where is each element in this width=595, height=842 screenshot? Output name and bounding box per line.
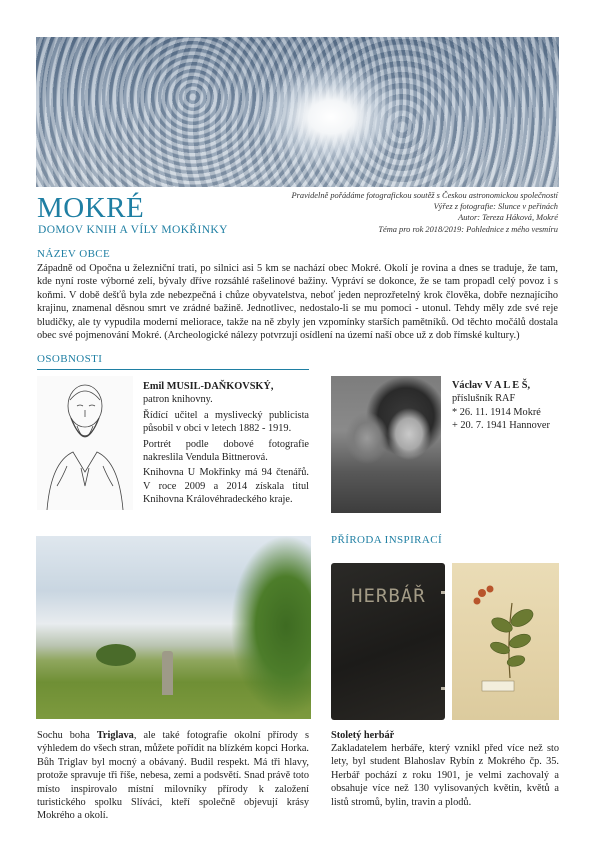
person1-library-note: Knihovna U Mokřinky má 94 čtenářů. V roce 2009 a 2014 získala titul Knihovna Královéhradeckého kraje.	[143, 467, 309, 506]
herbar-book-photo	[331, 563, 445, 720]
section-heading-priroda: PŘÍRODA INSPIRACÍ	[331, 534, 443, 546]
ribbon-icon	[441, 591, 445, 594]
ribbon-icon	[441, 687, 445, 690]
person2-role: příslušník RAF	[452, 393, 516, 405]
person2-block	[452, 379, 562, 433]
person1-name: Emil MUSIL-DAŇKOVSKÝ,	[143, 381, 274, 392]
heading-rule	[37, 369, 309, 370]
person1-portrait-note: Portrét podle dobové fotografie nakreslila Vendula Bittnerová.	[143, 438, 309, 464]
herbar-paragraph: Zakladatelem herbáře, který vznikl před více než sto lety, byl student Blahoslav Rybín z Mokrého čp. 35. Herbář pochází z roku 1901, je velmi zachovalý a obsahuje více než 130 vylisovaných květin, květů a listů stromů, bylin, travin a plodů.	[331, 743, 559, 808]
caption-line: Téma pro rok 2018/2019: Pohlednice z mého vesmíru	[378, 224, 558, 234]
person2-born: * 26. 11. 1914 Mokré	[452, 406, 541, 418]
portrait-sketch-icon	[37, 376, 133, 510]
herbarium-page-photo	[452, 563, 559, 720]
person2-died: + 20. 7. 1941 Hannover	[452, 420, 550, 432]
herbar-cover-label: HERBÁŘ	[351, 585, 426, 607]
page-subtitle: DOMOV KNIH A VÍLY MOKŘINKY	[38, 224, 228, 236]
person2-name: Václav V A L E Š,	[452, 380, 531, 391]
triglav-text-bold: Triglava	[96, 730, 134, 741]
person1-block	[143, 380, 309, 507]
nazev-paragraph: Západně od Opočna u železniční trati, po silnici asi 5 km se nachází obec Mokré. Okolí je rovina a dnes se traduje, že tam, kde nyní roste výborné zelí, bývaly dříve rozsáhlé rašelinové bažiny. Vypráví se dokonce, že se tam propadl celý povoz i s koňmi. V době dešťů byla zde nebezpečná i chůze obyvatelstva, neboť jeden neprozřetelný krok člověka, dobře neznajícího krajinu, znamenal děsnou smrt ve zrádné bažině. Jednotlivec, nedostalo-li se mu pomoci - utonul. Tehdy měly zde své reje bludičky, ale ty vypudila moderní meliorace, takže na ně zbyly jen vzpomínky starších pamětníků. Od těchto močálů dostala obec své pojmenování Mokré. (Archeologické nálezy potvrzují osídlení na území naší obce už z dob římské kultury.)	[37, 263, 558, 342]
section-heading-osobnosti: OSOBNOSTI	[37, 353, 103, 365]
person1-bio: Řídící učitel a myslivecký publicista působil v obci v letech 1882 - 1919.	[143, 409, 309, 435]
portrait-drawing	[37, 376, 133, 510]
page-title: MOKRÉ	[37, 192, 145, 224]
triglav-paragraph	[37, 729, 309, 823]
caption-line: Výřez z fotografie: Slunce v peřinách	[433, 202, 558, 212]
triglav-statue-icon	[162, 651, 173, 695]
tree-icon	[96, 644, 136, 666]
header-sky-photo	[36, 37, 559, 187]
pressed-plant-icon	[452, 563, 559, 720]
section-heading-nazev: NÁZEV OBCE	[37, 248, 111, 260]
triglav-landscape-photo	[36, 536, 311, 719]
couple-photo	[331, 376, 441, 513]
photo-caption	[268, 190, 558, 235]
caption-line: Autor: Tereza Háková, Mokré	[458, 213, 558, 223]
triglav-text-post: , ale také fotografie okolní přírody s výhledem do všech stran, můžete pořídit na blízkém kopci Horka. Bůh Triglav byl mocný a obávaný. Budil respekt. Má tři hlavy, protože spravuje tři říše, nebesa, zemi a podsvětí. Snad právě toto místo inspirovalo místní milovníky přírody k založení turistického spolku Slíváci, kteří společně objevují krásy Mokrého a okolí.	[37, 730, 309, 822]
caption-line: Pravidelně pořádáme fotografickou soutěž s Českou astronomickou společností	[291, 191, 558, 200]
herbar-title: Stoletý herbář	[331, 730, 395, 741]
person1-role: patron knihovny.	[143, 394, 213, 406]
triglav-text-pre: Sochu boha	[37, 730, 97, 741]
